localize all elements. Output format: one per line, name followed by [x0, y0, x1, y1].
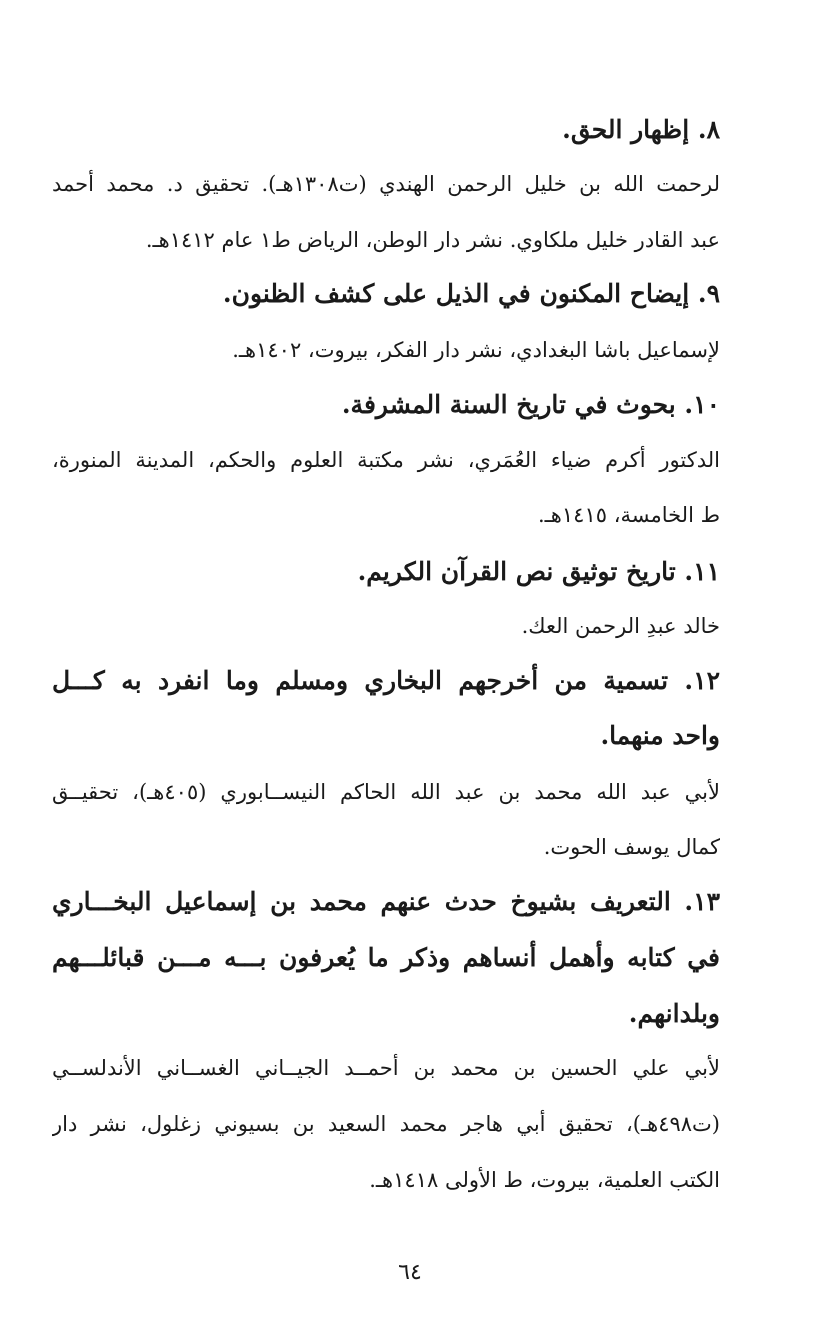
entry-13-title-line-1: ١٣. التعريف بشيوخ حدث عنهم محمد بن إسماعيل البخـــاري	[52, 887, 720, 916]
page-number: ٦٤	[398, 1260, 422, 1285]
entry-12-description-line-1: لأبي عبد الله محمد بن عبد الله الحاكم النيســابوري (٤٠٥هـ)، تحقيــق	[52, 780, 720, 804]
entry-12-description-line-2: كمال يوسف الحوت.	[543, 835, 720, 859]
entry-8-description-line-2: عبد القادر خليل ملكاوي. نشر دار الوطن، الرياض ط١ عام ١٤١٢هـ.	[145, 228, 720, 252]
entry-12-title-line-1: ١٢. تسمية من أخرجهم البخاري ومسلم وما انفرد به كـــل	[52, 666, 720, 695]
entry-9-title: ٩. إيضاح المكنون في الذيل على كشف الظنون.	[222, 279, 720, 308]
entry-13-description-line-2: (ت٤٩٨هـ)، تحقيق أبي هاجر محمد السعيد بن بسيوني زغلول، نشر دار	[52, 1112, 720, 1136]
entry-13-description-line-1: لأبي علي الحسين بن محمد بن أحمــد الجيــاني الغســاني الأندلســي	[52, 1056, 720, 1080]
entry-10-title: ١٠. بحوث في تاريخ السنة المشرفة.	[341, 390, 720, 419]
entry-8-description-line-1: لرحمت الله بن خليل الرحمن الهندي (ت١٣٠٨هـ). تحقيق د. محمد أحمد	[52, 172, 720, 196]
entry-11-description-line-1: خالد عبدِ الرحمن العك.	[521, 614, 720, 638]
entry-8-title: ٨. إظهار الحق.	[562, 115, 720, 144]
entry-11-title: ١١. تاريخ توثيق نص القرآن الكريم.	[357, 557, 720, 586]
entry-13-title-line-3: وبلدانهم.	[628, 999, 720, 1028]
entry-10-description-line-1: الدكتور أكرم ضياء العُمَري، نشر مكتبة العلوم والحكم، المدينة المنورة،	[52, 448, 720, 472]
entry-13-description-line-3: الكتب العلمية، بيروت، ط الأولى ١٤١٨هـ.	[369, 1168, 720, 1192]
entry-12-title-line-2: واحد منهما.	[600, 721, 720, 750]
entry-13-title-line-2: في كتابه وأهمل أنساهم وذكر ما يُعرفون بـــه مـــن قبائلـــهم	[52, 943, 720, 972]
entry-9-description-line-1: لإسماعيل باشا البغدادي، نشر دار الفكر، بيروت، ١٤٠٢هـ.	[232, 338, 720, 362]
entry-10-description-line-2: ط الخامسة، ١٤١٥هـ.	[537, 503, 720, 527]
